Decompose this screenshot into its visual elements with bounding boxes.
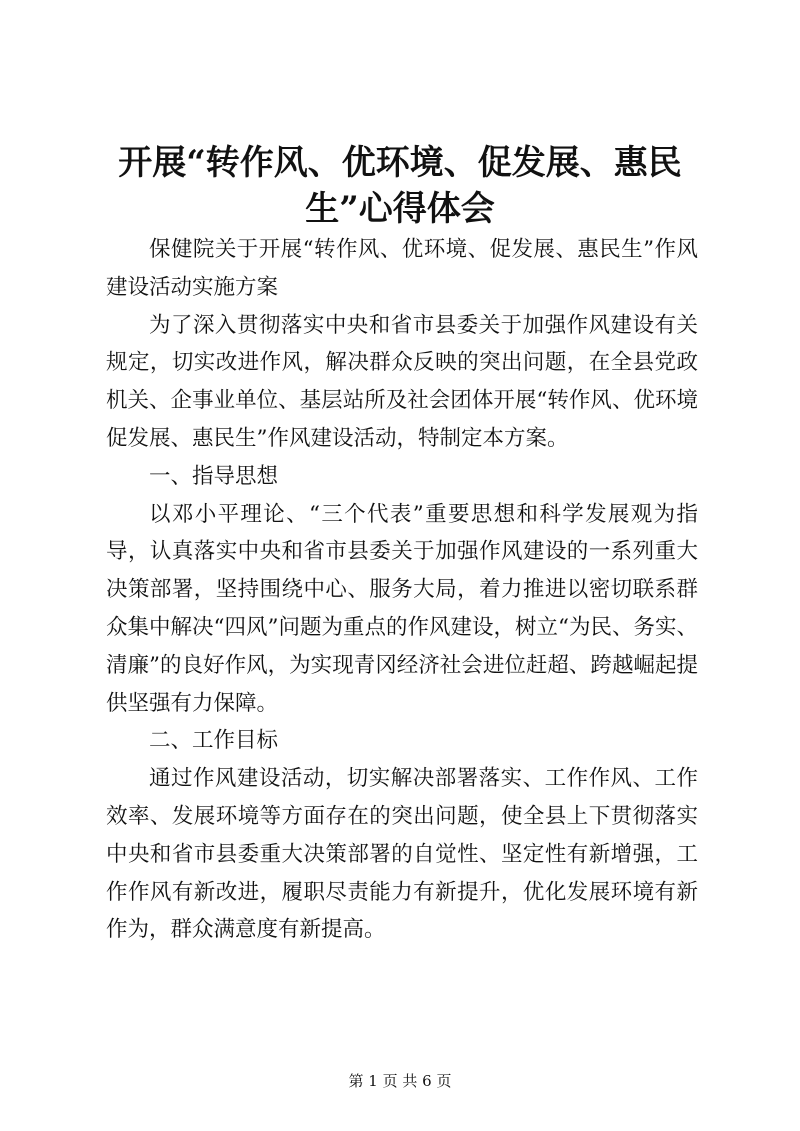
section-heading-work-goals: 二、工作目标 [149, 728, 279, 754]
paragraph-work-goals: 通过作风建设活动，切实解决部署落实、工作作风、工作效率、发展环境等方面存在的突出问题，使全县上下贯彻落实中央和省市县委重大决策部署的自觉性、坚定性有新增强，工作作风有新改进，履职尽责能力有新提升，优化发展环境有新作为，群众满意度有新提高。 [106, 766, 698, 943]
document-title: 开展“转作风、优环境、促发展、惠民生”心得体会 [118, 143, 682, 229]
paragraph-subtitle: 保健院关于开展“转作风、优环境、促发展、惠民生”作风建设活动实施方案 [106, 237, 698, 300]
page-number-footer: 第 1 页 共 6 页 [348, 1072, 452, 1090]
document-body [106, 231, 698, 949]
paragraph-intro: 为了深入贯彻落实中央和省市县委关于加强作风建设有关规定，切实改进作风，解决群众反映的突出问题，在全县党政机关、企事业单位、基层站所及社会团体开展“转作风、优环境促发展、惠民生”作风建设活动，特制定本方案。 [106, 312, 698, 451]
paragraph-guiding-thought: 以邓小平理论、“三个代表”重要思想和科学发展观为指导，认真落实中央和省市县委关于加强作风建设的一系列重大决策部署，坚持围绕中心、服务大局，着力推进以密切联系群众集中解决“四风”问题为重点的作风建设，树立“为民、务实、清廉”的良好作风，为实现青冈经济社会进位赶超、跨越崛起提供坚强有力保障。 [106, 501, 698, 716]
section-heading-guiding-thought: 一、指导思想 [149, 463, 279, 489]
